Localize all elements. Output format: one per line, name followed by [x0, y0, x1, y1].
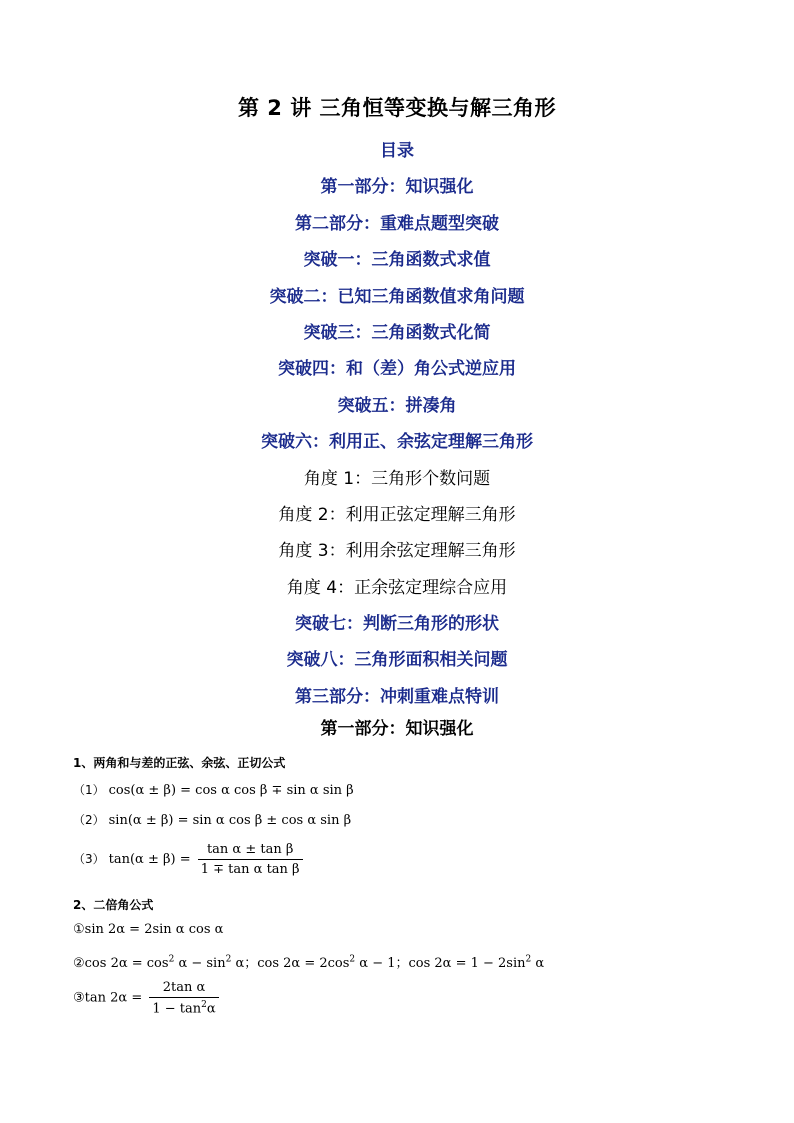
formula-line: [73, 781, 354, 798]
formula-text: α − 1；cos 2α = 1 − 2sin: [359, 956, 526, 971]
formula-line: [73, 811, 351, 828]
toc-item[interactable]: 第三部分：冲刺重难点特训: [295, 686, 499, 707]
formula-text: α: [535, 956, 545, 971]
toc-item[interactable]: 突破六：利用正、余弦定理解三角形: [261, 432, 533, 453]
formula-group-heading: 1、两角和与差的正弦、余弦、正切公式: [73, 756, 286, 770]
toc-item[interactable]: 突破八：三角形面积相关问题: [286, 650, 508, 671]
formula-text: cos(α ± β) = cos α cos β ∓ sin α sin β: [108, 783, 354, 798]
formula-text: ③tan 2α =: [73, 990, 143, 1006]
formula-index: （2）: [73, 813, 105, 827]
formula-group-heading: 2、二倍角公式: [73, 898, 154, 912]
formula-line: [73, 842, 306, 877]
formula-line: [73, 922, 223, 937]
toc-item[interactable]: 第一部分：知识强化: [320, 177, 474, 198]
toc-item[interactable]: 角度 3：利用余弦定理解三角形: [278, 541, 516, 562]
formula-index: （3）: [73, 852, 105, 866]
toc-item[interactable]: 突破一：三角函数式求值: [303, 250, 491, 271]
toc-item[interactable]: 突破五：拼凑角: [337, 395, 457, 416]
fraction-denominator: [149, 998, 218, 1016]
toc-item[interactable]: 突破四：和（差）角公式逆应用: [278, 359, 516, 380]
formula-text: α；cos 2α = 2cos: [235, 956, 350, 971]
formula-text: ②cos 2α = cos: [73, 956, 169, 971]
formula-text: tan(α ± β) =: [108, 852, 191, 867]
toc-item[interactable]: 突破二：已知三角函数值求角问题: [269, 286, 525, 307]
table-of-contents: [0, 133, 794, 715]
fraction-numerator: 2tan α: [149, 980, 218, 998]
exponent: 2: [225, 954, 232, 965]
formula-text: 1 − tan: [152, 1001, 202, 1017]
fraction-denominator: 1 ∓ tan α tan β: [200, 862, 300, 877]
toc-item[interactable]: 目录: [380, 141, 414, 161]
fraction: [198, 842, 303, 877]
exponent: 2: [349, 954, 356, 965]
page-title: 第 2 讲 三角恒等变换与解三角形: [237, 96, 557, 120]
toc-item[interactable]: 第二部分：重难点题型突破: [295, 213, 499, 234]
fraction: [149, 980, 218, 1016]
formula-index: （1）: [73, 783, 105, 797]
fraction-numerator: tan α ± tan β: [198, 842, 303, 860]
formula-line: [73, 980, 222, 1016]
toc-item[interactable]: 突破七：判断三角形的形状: [295, 614, 499, 635]
formula-text: α − sin: [178, 956, 226, 971]
exponent: 2: [525, 954, 532, 965]
formula-text: ①sin 2α = 2sin α cos α: [73, 922, 224, 937]
toc-item[interactable]: 角度 1：三角形个数问题: [303, 468, 491, 489]
toc-item[interactable]: 角度 2：利用正弦定理解三角形: [278, 504, 516, 525]
exponent: 2: [201, 1000, 207, 1010]
formula-text: α: [206, 1001, 216, 1017]
toc-item[interactable]: 角度 4：正余弦定理综合应用: [286, 577, 508, 598]
exponent: 2: [168, 954, 175, 965]
formula-text: sin(α ± β) = sin α cos β ± cos α sin β: [108, 813, 352, 828]
section-heading: 第一部分：知识强化: [320, 719, 474, 739]
toc-item[interactable]: 突破三：三角函数式化简: [303, 322, 491, 343]
formula-line: [73, 952, 544, 971]
